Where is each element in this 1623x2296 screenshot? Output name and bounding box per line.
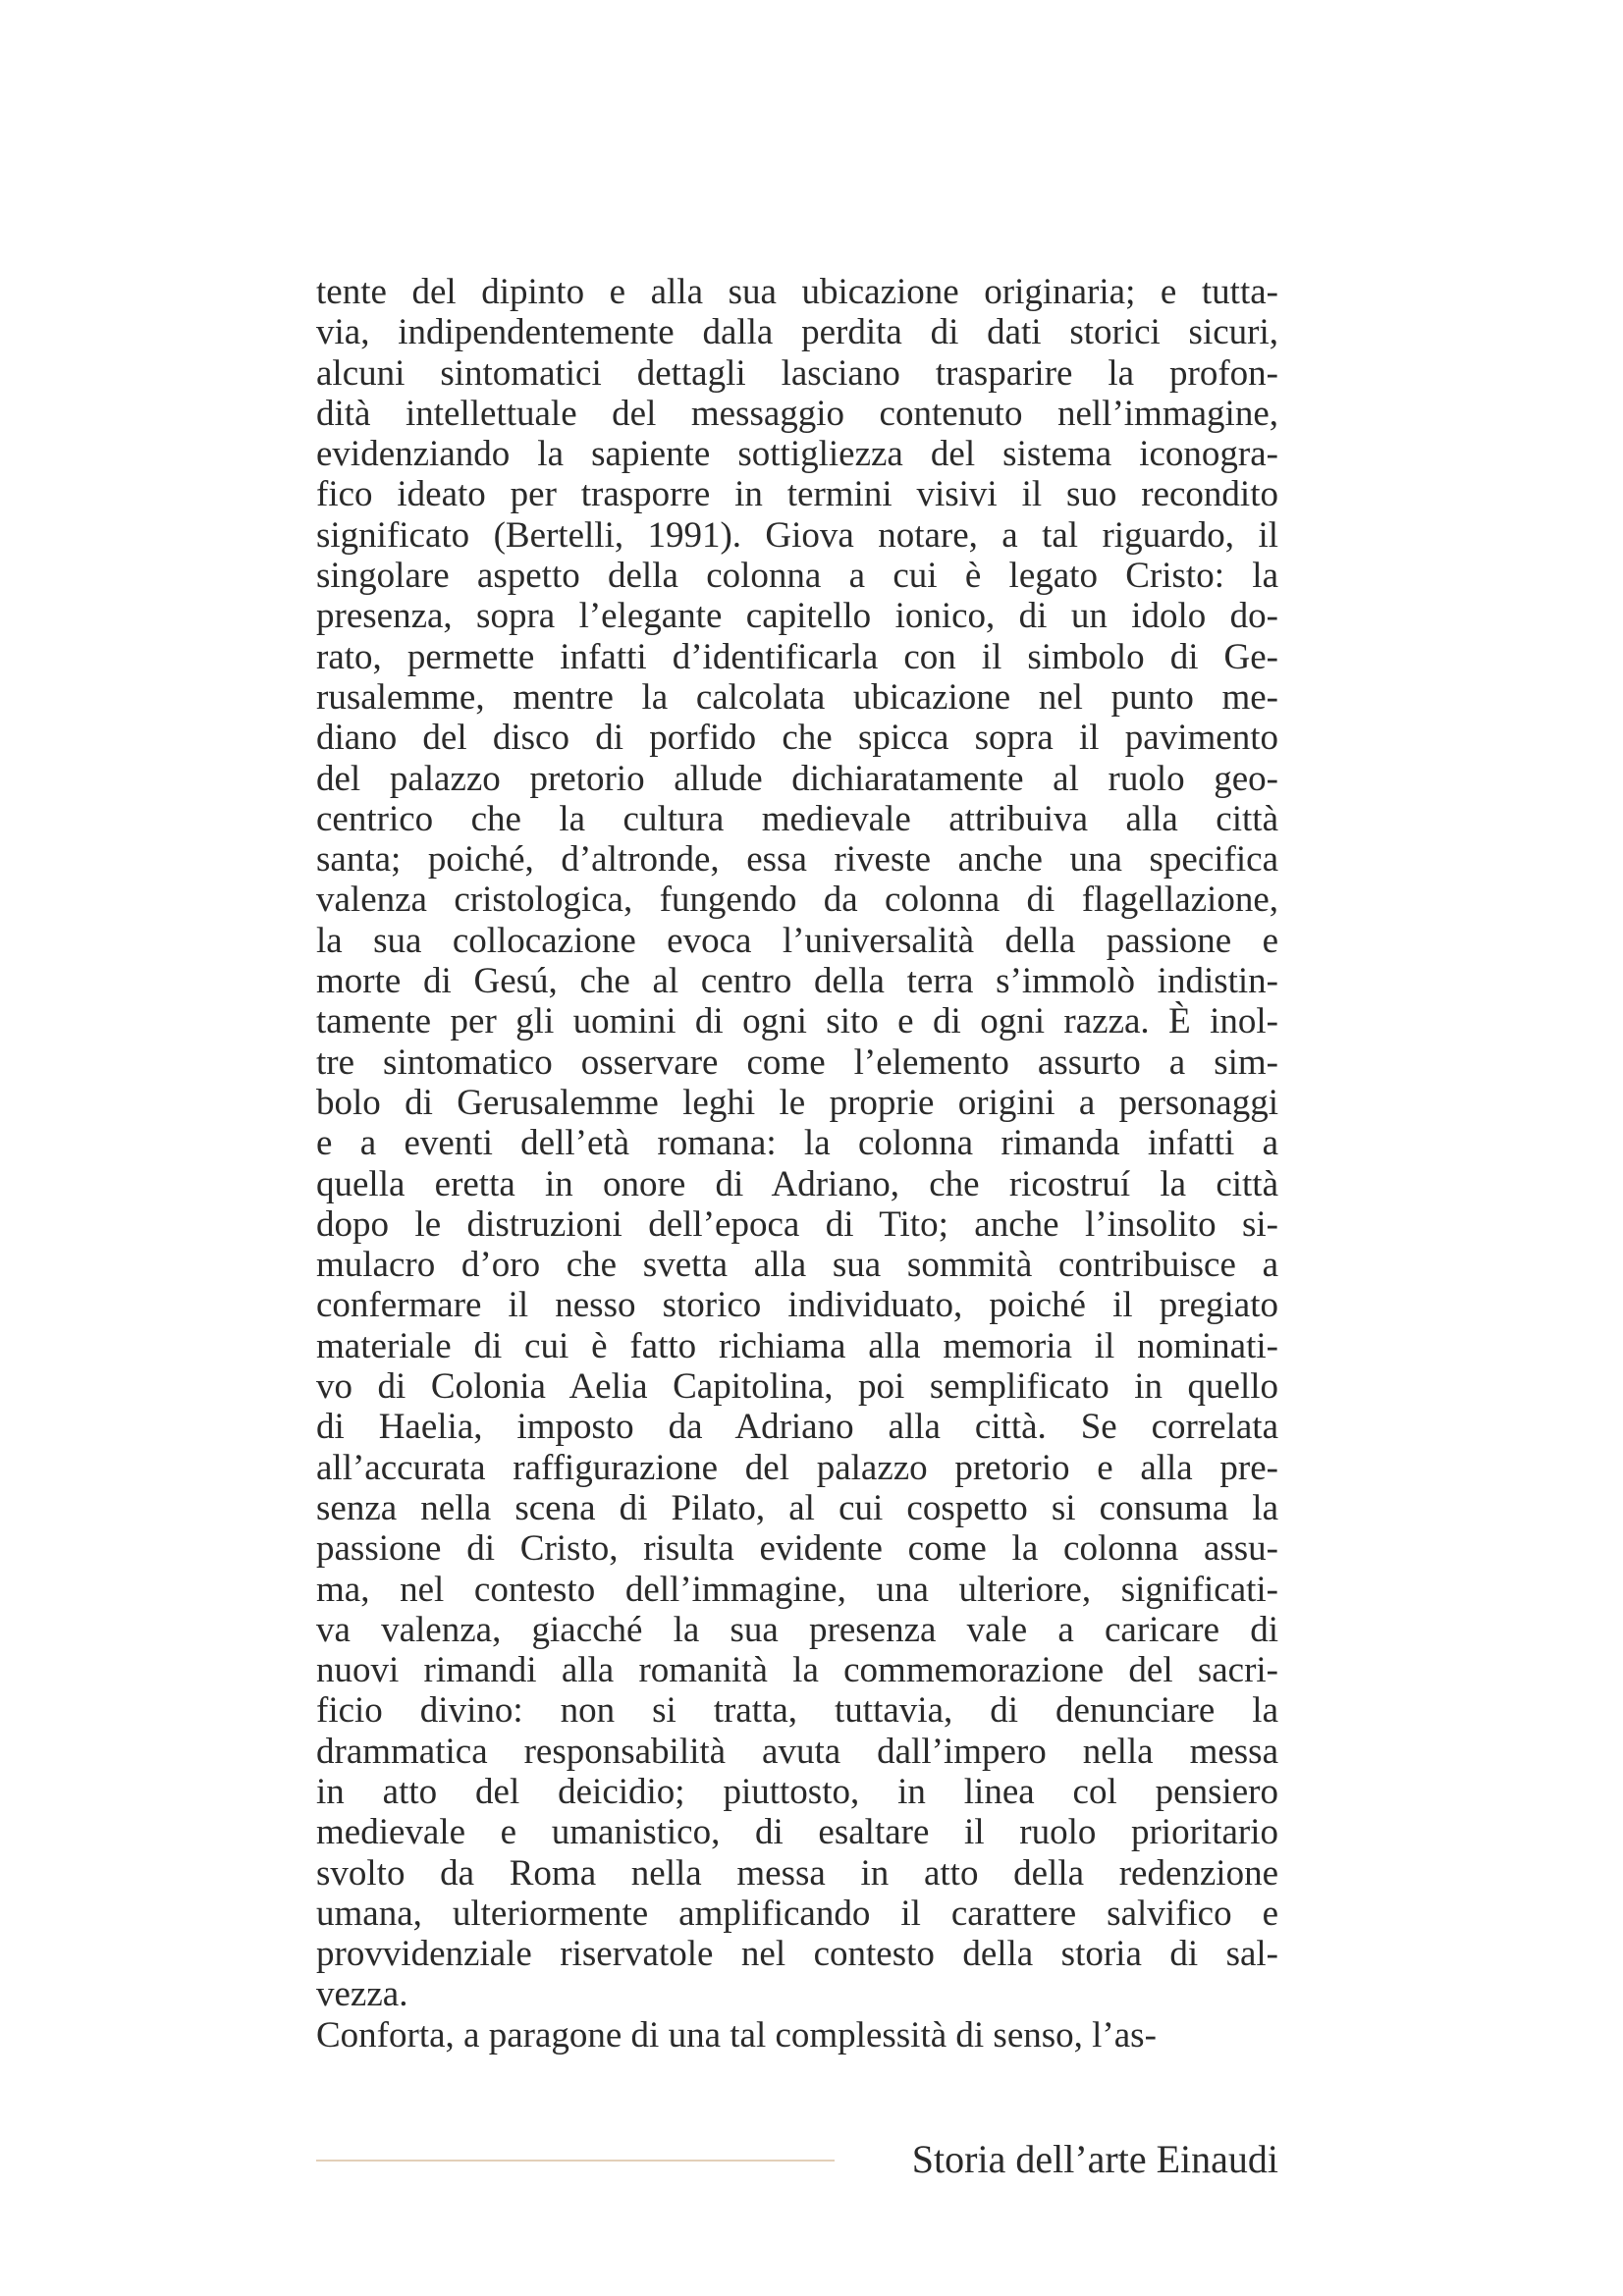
- footer-rule: [316, 2160, 835, 2162]
- text-line: va valenza, giacché la sua presenza vale a caricare di: [316, 1609, 1278, 1650]
- text-line: alcuni sintomatici dettagli lasciano trasparire la profon-: [316, 352, 1278, 394]
- text-line: tente del dipinto e alla sua ubicazione originaria; e tutta-: [316, 272, 1278, 312]
- text-line: fico ideato per trasporre in termini visivi il suo recondito: [316, 474, 1278, 515]
- text-line: evidenziando la sapiente sottigliezza del sistema iconogra-: [316, 434, 1278, 475]
- text-line: la sua collocazione evoca l’universalità della passione e: [316, 920, 1278, 961]
- text-line: confermare il nesso storico individuato, poiché il pregiato: [316, 1285, 1278, 1326]
- text-line: ficio divino: non si tratta, tuttavia, di denunciare la: [316, 1690, 1278, 1732]
- text-line: rato, permette infatti d’identificarla con il simbolo di Ge-: [316, 636, 1278, 677]
- text-line: umana, ulteriormente amplificando il carattere salvifico e: [316, 1893, 1278, 1934]
- text-line: via, indipendentemente dalla perdita di dati storici sicuri,: [316, 312, 1278, 353]
- text-line: e a eventi dell’età romana: la colonna rimanda infatti a: [316, 1123, 1278, 1164]
- text-line: svolto da Roma nella messa in atto della redenzione: [316, 1852, 1278, 1894]
- text-line: drammatica responsabilità avuta dall’impero nella messa: [316, 1731, 1278, 1772]
- text-line: santa; poiché, d’altronde, essa riveste anche una specifica: [316, 839, 1278, 881]
- text-line: di Haelia, imposto da Adriano alla città. Se correlata: [316, 1407, 1278, 1448]
- text-line: centrico che la cultura medievale attribuiva alla città: [316, 798, 1278, 839]
- footer-publisher: Storia dell’arte Einaudi: [911, 2137, 1278, 2181]
- text-line: Conforta, a paragone di una tal complessità di senso, l’as-: [316, 2014, 1157, 2056]
- text-line: passione di Cristo, risulta evidente come la colonna assu-: [316, 1528, 1278, 1570]
- text-line: quella eretta in onore di Adriano, che ricostruí la città: [316, 1163, 1278, 1204]
- text-line: in atto del deicidio; piuttosto, in linea col pensiero: [316, 1771, 1278, 1812]
- text-line: vezza.: [316, 1974, 408, 2015]
- text-line: materiale di cui è fatto richiama alla memoria il nominati-: [316, 1325, 1278, 1366]
- text-line: tamente per gli uomini di ogni sito e di ogni razza. È inol-: [316, 1001, 1278, 1042]
- text-line: bolo di Gerusalemme leghi le proprie origini a personaggi: [316, 1082, 1278, 1123]
- text-line: mulacro d’oro che svetta alla sua sommità contribuisce a: [316, 1245, 1278, 1286]
- text-line: provvidenziale riservatole nel contesto della storia di sal-: [316, 1934, 1278, 1975]
- text-line: presenza, sopra l’elegante capitello ionico, di un idolo do-: [316, 596, 1278, 637]
- text-line: diano del disco di porfido che spicca sopra il pavimento: [316, 718, 1278, 759]
- text-line: rusalemme, mentre la calcolata ubicazione nel punto me-: [316, 676, 1278, 718]
- text-line: valenza cristologica, fungendo da colonna di flagellazione,: [316, 880, 1278, 921]
- text-line: del palazzo pretorio allude dichiaratamente al ruolo geo-: [316, 758, 1278, 799]
- text-line: medievale e umanistico, di esaltare il ruolo prioritario: [316, 1812, 1278, 1853]
- text-line: morte di Gesú, che al centro della terra s’immolò indistin-: [316, 961, 1278, 1002]
- text-line: singolare aspetto della colonna a cui è legato Cristo: la: [316, 556, 1278, 597]
- text-line: all’accurata raffigurazione del palazzo pretorio e alla pre-: [316, 1447, 1278, 1488]
- text-line: ma, nel contesto dell’immagine, una ulteriore, significati-: [316, 1569, 1278, 1610]
- text-line: dità intellettuale del messaggio contenuto nell’immagine,: [316, 393, 1278, 434]
- text-line: significato (Bertelli, 1991). Giova notare, a tal riguardo, il: [316, 514, 1278, 556]
- text-line: tre sintomatico osservare come l’elemento assurto a sim-: [316, 1041, 1278, 1083]
- text-line: dopo le distruzioni dell’epoca di Tito; anche l’insolito si-: [316, 1203, 1278, 1245]
- text-line: nuovi rimandi alla romanità la commemorazione del sacri-: [316, 1650, 1278, 1691]
- text-line: vo di Colonia Aelia Capitolina, poi semplificato in quello: [316, 1366, 1278, 1408]
- body-text: [316, 272, 1278, 2056]
- text-line: senza nella scena di Pilato, al cui cospetto si consuma la: [316, 1487, 1278, 1528]
